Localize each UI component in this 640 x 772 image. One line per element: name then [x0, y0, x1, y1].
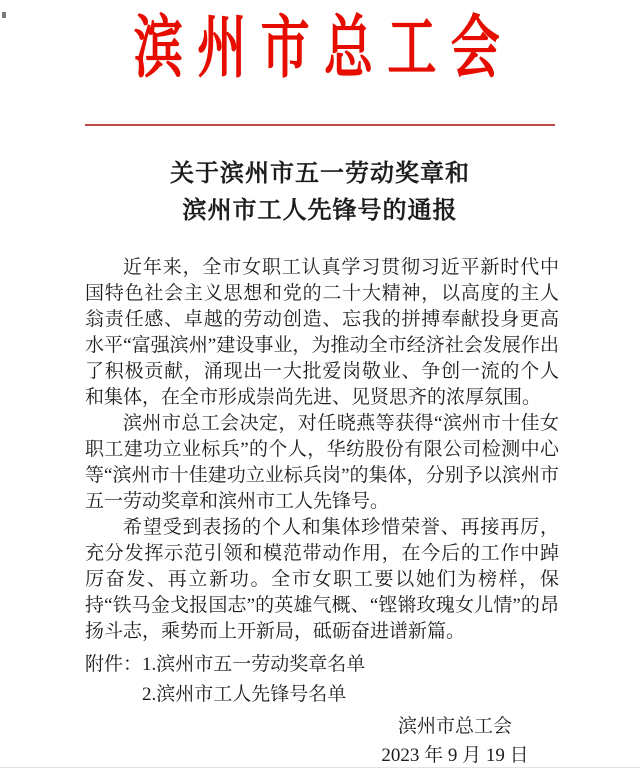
notice-title-line-2: 滨州市工人先锋号的通报 [182, 198, 458, 224]
signer-name: 滨州市总工会 [397, 716, 512, 737]
letterhead [0, 10, 640, 86]
signature-block [330, 712, 580, 770]
attachment-label: 附件： [85, 654, 143, 675]
attachment-list [142, 650, 365, 710]
letterhead-org-name: 滨州市总工会 [133, 10, 515, 86]
notice-title [0, 156, 640, 230]
body-paragraph: 滨州市总工会决定，对任晓燕等获得“滨州市十佳女职工建功立业标兵”的个人，华纺股份有限公司检测中心等“滨州市十佳建功立业标兵岗”的集体，分别予以滨州市五一劳动奖章和滨州市工人先锋号。 [85, 413, 559, 512]
letterhead-divider [85, 124, 555, 126]
attachment-section [85, 650, 365, 710]
page-bottom-edge [0, 767, 640, 768]
attachment-item: 2.滨州市工人先锋号名单 [142, 684, 347, 705]
attachment-item: 1.滨州市五一劳动奖章名单 [142, 654, 366, 675]
body-paragraph: 希望受到表扬的个人和集体珍惜荣誉、再接再厉，充分发挥示范引领和模范带动作用，在今后的工作中踔厉奋发、再立新功。全市女职工要以她们为榜样，保持“铁马金戈报国志”的英雄气概、“铿锵玫瑰女儿情”的昂扬斗志，乘势而上开新局，砥砺奋进谱新篇。 [85, 517, 559, 642]
notice-body [85, 255, 559, 645]
issue-date: 2023 年 9 月 19 日 [381, 745, 529, 766]
notice-title-line-1: 关于滨州市五一劳动奖章和 [170, 161, 470, 187]
body-paragraph: 近年来，全市女职工认真学习贯彻习近平新时代中国特色社会主义思想和党的二十大精神，以高度的主人翁责任感、卓越的劳动创造、忘我的拼搏奉献投身更高水平“富强滨州”建设事业，为推动全市经济社会发展作出了积极贡献，涌现出一大批爱岗敬业、争创一流的个人和集体，在全市形成崇尚先进、见贤思齐的浓厚氛围。 [85, 257, 559, 408]
